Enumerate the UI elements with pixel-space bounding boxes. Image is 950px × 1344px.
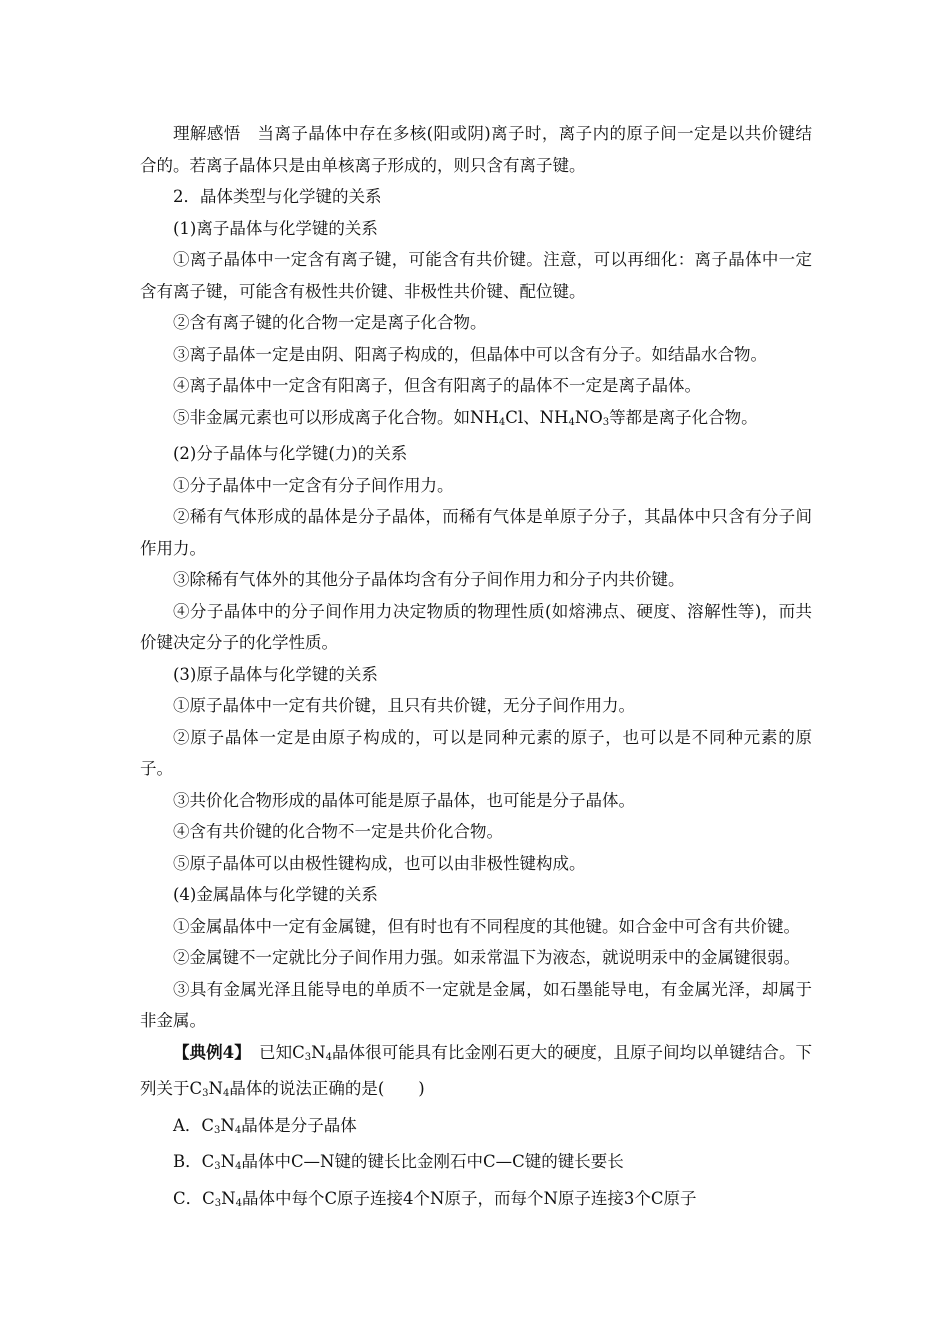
paragraph: ③共价化合物形成的晶体可能是原子晶体，也可能是分子晶体。 (173, 790, 635, 810)
option-text: 晶体是分子晶体 (241, 1115, 357, 1135)
text: N (311, 1042, 326, 1062)
subscript: 3 (602, 416, 610, 428)
option-label: C．C (173, 1188, 215, 1208)
paragraph: ②金属键不一定就比分子间作用力强。如汞常温下为液态，就说明汞中的金属键很弱。 (173, 948, 800, 967)
paragraph: ①离子晶体中一定含有离子键，可能含有共价键。注意，可以再细化：离子晶体中一定含有离子键，可能含有极性共价键、非极性共价键、配位键。 (140, 250, 812, 301)
subscript: 4 (222, 1088, 230, 1099)
paragraph: ⑤原子晶体可以由极性键构成，也可以由非极性键构成。 (173, 853, 586, 873)
paragraph: ④离子晶体中一定含有阳离子，但含有阳离子的晶体不一定是离子晶体。 (173, 376, 701, 395)
paragraph: ③离子晶体一定是由阴、阳离子构成的，但晶体中可以含有分子。如结晶水合物。 (173, 344, 767, 364)
paragraph: ③具有金属光泽且能导电的单质不一定就是金属，如石墨能导电，有金属光泽，却属于非金属。 (140, 979, 812, 1030)
paragraph: ①金属晶体中一定有金属键，但有时也有不同程度的其他键。如合金中可含有共价键。 (173, 916, 800, 936)
text: NO (574, 407, 603, 427)
text: 晶体的说法正确的是( (229, 1079, 385, 1098)
paragraph: ④分子晶体中的分子间作用力决定物质的物理性质(如熔沸点、硬度、溶解性等)，而共价键决定分子的化学性质。 (140, 601, 812, 652)
paragraph: ④含有共价键的化合物不一定是共价化合物。 (173, 822, 503, 841)
subscript: 3 (304, 1051, 312, 1063)
example-tag: 【典例4】 (173, 1042, 243, 1062)
subsection-heading-atomic: (3)原子晶体与化学键的关系 (173, 664, 378, 684)
text: Cl、NH (505, 407, 569, 427)
understanding-note: 理解感悟 当离子晶体中存在多核(阳或阴)离子时，离子内的原子间一定是以共价键结合的。若离子晶体只是由单核离子形成的，则只含有离子键。 (140, 124, 812, 175)
text: 已知C (242, 1042, 305, 1062)
text: 晶体很可能具有比金刚石更大的硬度，且原子间均以单键结合。下列关于C (140, 1042, 813, 1098)
text: N (220, 1152, 236, 1171)
document-body (140, 118, 812, 1219)
option-a (140, 1110, 812, 1147)
option-label: A．C (173, 1115, 215, 1135)
subscript: 3 (214, 1124, 221, 1136)
subscript: 3 (202, 1088, 209, 1099)
subscript: 4 (498, 416, 506, 428)
section-heading: 2．晶体类型与化学键的关系 (173, 187, 382, 206)
paragraph: ②原子晶体一定是由原子构成的，可以是同种元素的原子，也可以是不同种元素的原子。 (140, 727, 812, 778)
subscript: 3 (214, 1197, 222, 1209)
option-text: 晶体中每个C原子连接4个N原子，而每个N原子连接3个C原子 (241, 1188, 697, 1208)
option-b (140, 1146, 812, 1183)
subscript: 3 (214, 1161, 221, 1172)
subscript: 4 (235, 1197, 242, 1209)
subscript: 4 (235, 1161, 242, 1172)
subscript: 4 (568, 416, 575, 428)
subsection-heading-molecular: (2)分子晶体与化学键(力)的关系 (173, 444, 408, 463)
subscript: 4 (234, 1124, 242, 1136)
paragraph: ①分子晶体中一定含有分子间作用力。 (173, 475, 454, 495)
paragraph: ②含有离子键的化合物一定是离子化合物。 (173, 313, 487, 332)
text: N (220, 1115, 235, 1135)
text: 等都是离子化合物。 (609, 407, 758, 427)
text: N (221, 1188, 236, 1208)
option-c (140, 1183, 812, 1220)
subsection-heading-ionic: (1)离子晶体与化学键的关系 (173, 218, 378, 238)
subscript: 4 (325, 1051, 332, 1063)
paragraph: ②稀有气体形成的晶体是分子晶体，而稀有气体是单原子分子，其晶体中只含有分子间作用力。 (140, 507, 812, 558)
example-question (140, 1037, 812, 1110)
paragraph (140, 402, 812, 439)
option-text: 晶体中C—N键的键长比金刚石中C—C键的键长要长 (241, 1152, 624, 1171)
paragraph: ③除稀有气体外的其他分子晶体均含有分子间作用力和分子内共价键。 (173, 570, 685, 589)
text: N (208, 1079, 223, 1098)
option-label: B．C (173, 1152, 215, 1171)
text: ) (418, 1079, 425, 1098)
paragraph: ①原子晶体中一定有共价键，且只有共价键，无分子间作用力。 (173, 696, 635, 715)
subsection-heading-metallic: (4)金属晶体与化学键的关系 (173, 885, 378, 904)
text: ⑤非金属元素也可以形成离子化合物。如NH (173, 407, 499, 427)
